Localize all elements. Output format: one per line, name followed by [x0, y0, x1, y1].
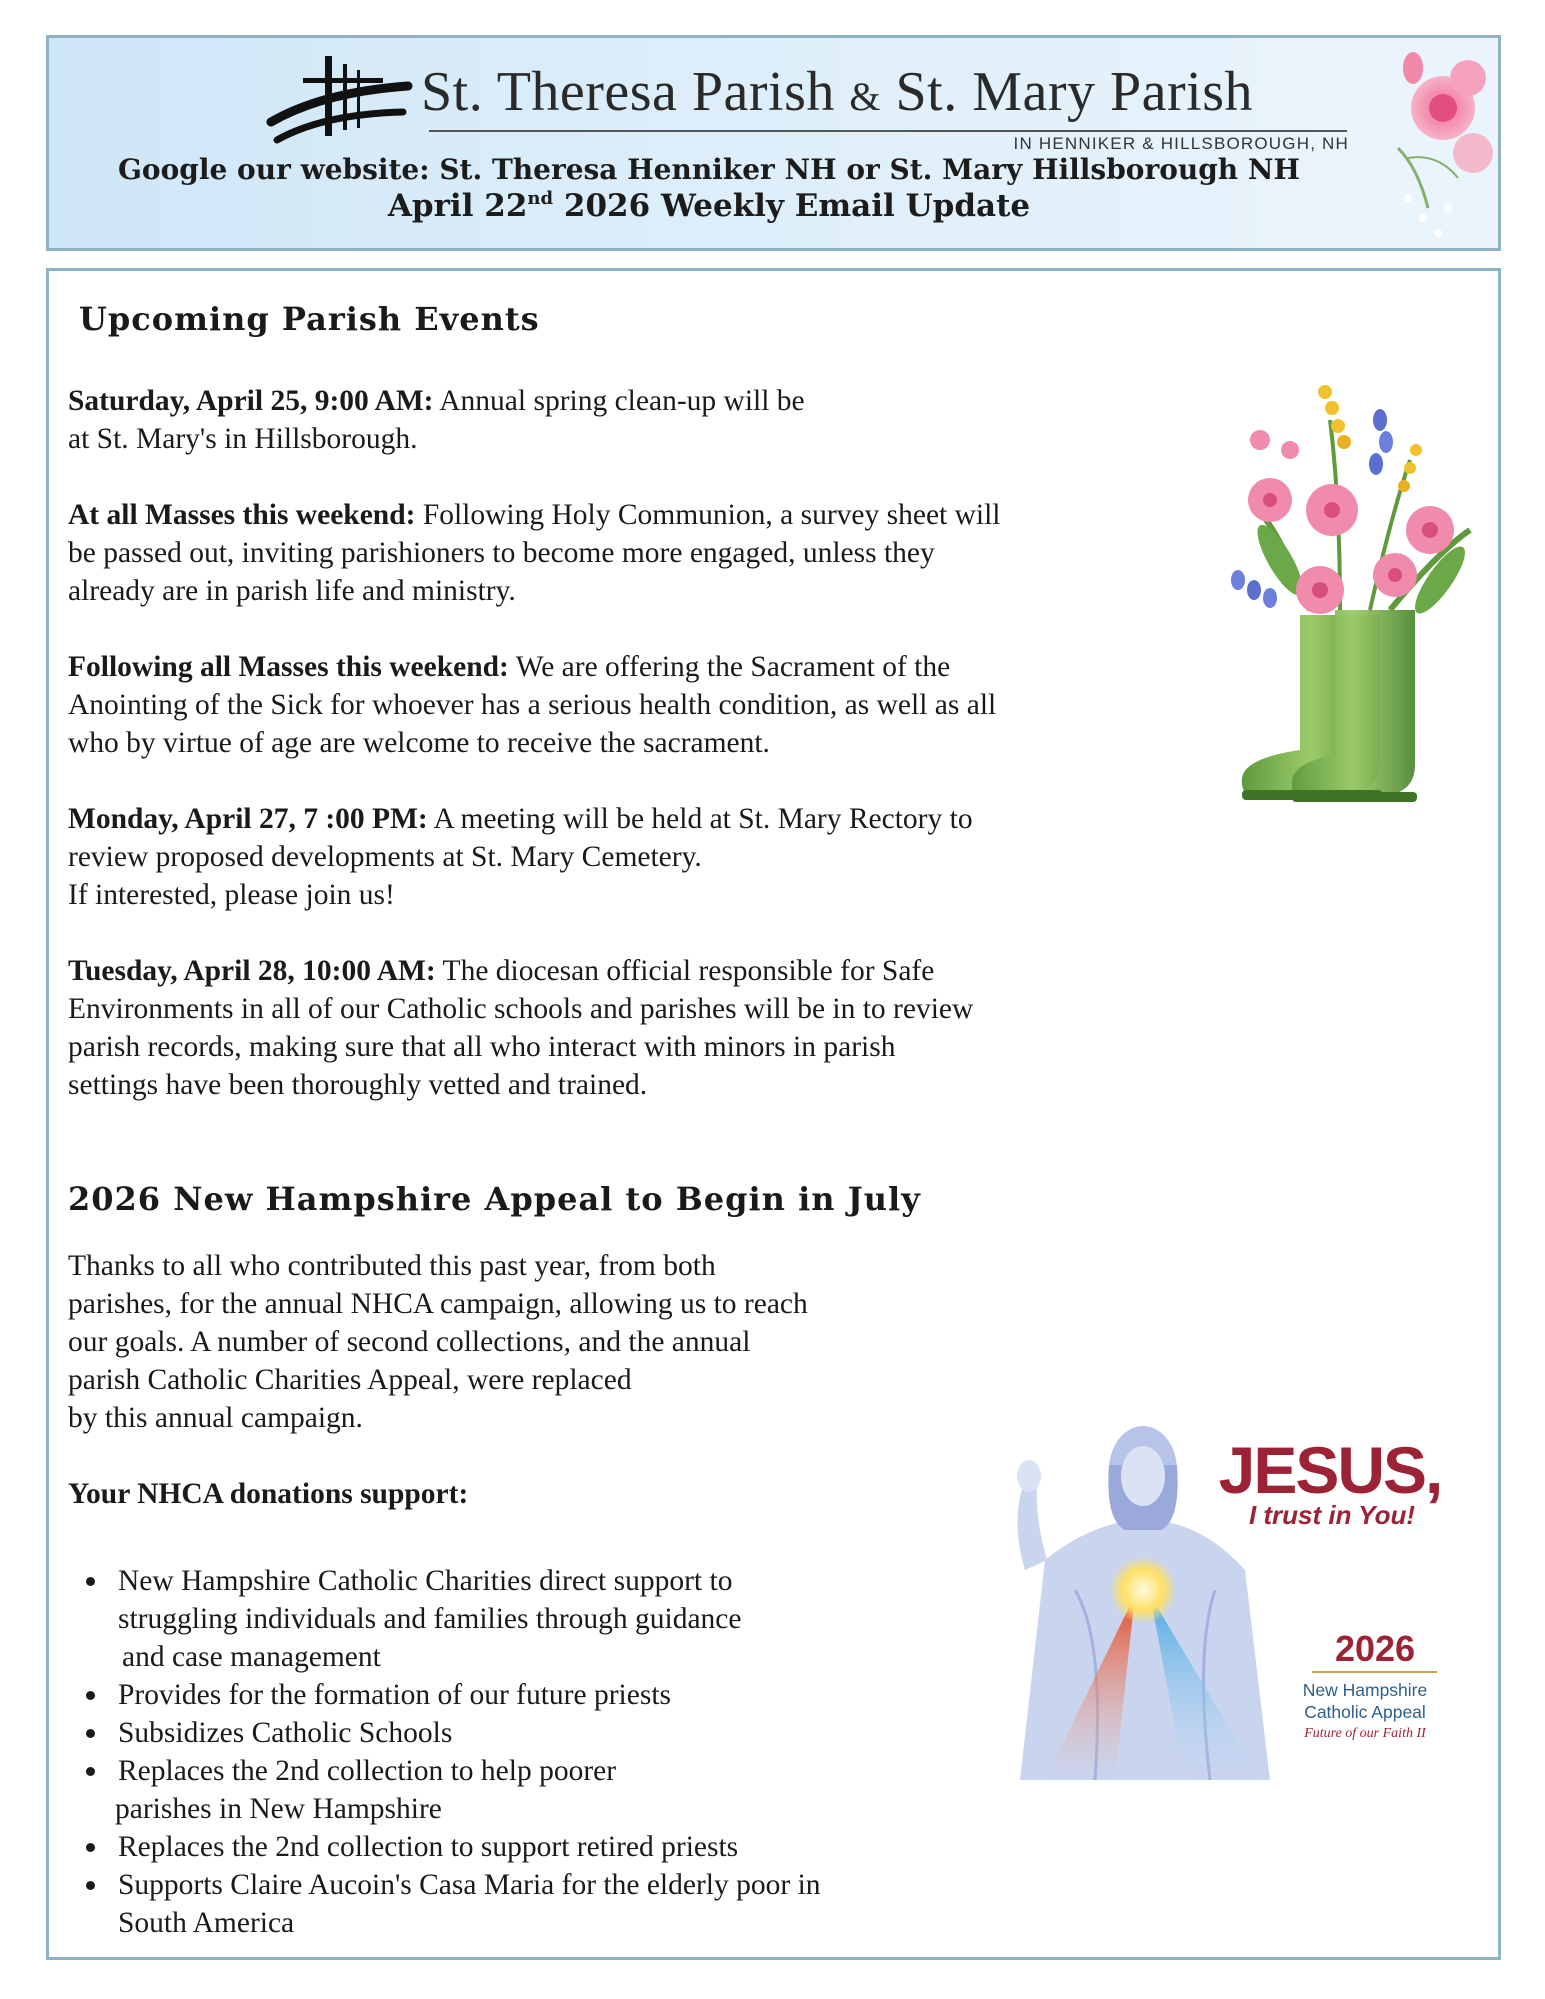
- event-text: Following Holy Communion, a survey sheet will: [415, 499, 1001, 531]
- appeal-year: 2026: [1334, 1628, 1416, 1669]
- parish-name: [421, 60, 1351, 124]
- appeal-name-line: Catholic Appeal: [1304, 1702, 1426, 1722]
- parish-name-right: St. Mary Parish: [895, 61, 1254, 123]
- appeal-name: [1280, 1679, 1450, 1723]
- event-label: At all Masses this weekend:: [68, 499, 416, 531]
- list-item-text: Replaces the 2nd collection to help poorer: [118, 1755, 617, 1787]
- support-list: [68, 1562, 968, 1942]
- website-line: Google our website: St. Theresa Henniker NH or St. Mary Hillsborough NH: [118, 153, 1300, 186]
- event-text: settings have been thoroughly vetted and trained.: [68, 1069, 648, 1101]
- appeal-intro-line: parish Catholic Charities Appeal, were replaced: [68, 1364, 632, 1396]
- flower-boots-icon: [1220, 380, 1490, 830]
- list-item: [68, 1562, 968, 1676]
- event-text: at St. Mary's in Hillsborough.: [68, 423, 418, 455]
- logo-divider: [429, 130, 1347, 132]
- event-item: [68, 800, 973, 914]
- list-item-text: Provides for the formation of our future priests: [118, 1679, 671, 1711]
- bullet-icon: [86, 1767, 95, 1776]
- bullet-icon: [86, 1691, 95, 1700]
- event-text: The diocesan official responsible for Safe: [435, 955, 935, 987]
- appeal-name-line: New Hampshire: [1302, 1680, 1428, 1700]
- parish-cross-logo-icon: [263, 52, 413, 152]
- list-item-text: Supports Claire Aucoin's Casa Maria for the elderly poor in: [118, 1869, 821, 1901]
- event-text: Annual spring clean-up will be: [433, 385, 805, 417]
- jesus-title: JESUS,: [1218, 1433, 1442, 1507]
- list-item: [68, 1866, 968, 1942]
- support-label: [68, 1475, 468, 1513]
- parish-location: IN HENNIKER & HILLSBOROUGH, NH: [1013, 134, 1349, 153]
- list-item-text: Subsidizes Catholic Schools: [118, 1717, 453, 1749]
- appeal-intro-line: by this annual campaign.: [68, 1402, 363, 1434]
- appeal-intro-line: Thanks to all who contributed this past year, from both: [68, 1250, 716, 1282]
- event-item: [68, 382, 805, 458]
- appeal-intro: [68, 1247, 808, 1437]
- update-title: [49, 188, 1369, 224]
- appeal-heading: 2026 New Hampshire Appeal to Begin in July: [68, 1180, 921, 1218]
- header-banner: [46, 35, 1501, 251]
- bullet-icon: [86, 1843, 95, 1852]
- event-text: A meeting will be held at St. Mary Rectory to: [427, 803, 973, 835]
- list-item-text: New Hampshire Catholic Charities direct support to: [118, 1565, 733, 1597]
- event-text: If interested, please join us!: [68, 879, 395, 911]
- list-item: [68, 1676, 968, 1714]
- events-heading: Upcoming Parish Events: [79, 300, 540, 338]
- update-label: 2026 Weekly Email Update: [553, 188, 1031, 224]
- event-label: Tuesday, April 28, 10:00 AM:: [68, 955, 436, 987]
- bullet-icon: [86, 1881, 95, 1890]
- list-item-text: South America: [118, 1907, 295, 1939]
- list-item: [68, 1752, 968, 1828]
- event-item: [68, 952, 973, 1104]
- bullet-icon: [86, 1729, 95, 1738]
- event-text: We are offering the Sacrament of the: [508, 651, 951, 683]
- list-item: [68, 1828, 968, 1866]
- support-label-text: Your NHCA donations support:: [68, 1478, 469, 1510]
- appeal-intro-line: parishes, for the annual NHCA campaign, allowing us to reach: [68, 1288, 808, 1320]
- pink-flowers-icon: [1368, 38, 1498, 248]
- update-date-suffix: nd: [527, 188, 554, 209]
- list-item-text: parishes in New Hampshire: [115, 1793, 442, 1825]
- list-item-text: struggling individuals and families through guidance: [118, 1603, 742, 1635]
- parish-name-left: St. Theresa Parish: [421, 61, 835, 123]
- event-text: Environments in all of our Catholic schools and parishes will be in to review: [68, 993, 974, 1025]
- event-item: [68, 648, 996, 762]
- event-label: Following all Masses this weekend:: [68, 651, 509, 683]
- appeal-tagline: Future of our Faith II: [1304, 1726, 1426, 1741]
- list-item: [68, 1714, 968, 1752]
- jesus-subtitle: I trust in You!: [1248, 1500, 1416, 1530]
- event-text: who by virtue of age are welcome to receive the sacrament.: [68, 727, 770, 759]
- event-item: [68, 496, 1001, 610]
- list-item-text: and case management: [122, 1641, 381, 1673]
- event-text: Anointing of the Sick for whoever has a serious health condition, as well as all: [68, 689, 997, 721]
- parish-name-amp: &: [849, 74, 882, 119]
- appeal-divider: [1312, 1671, 1437, 1673]
- event-text: review proposed developments at St. Mary Cemetery.: [68, 841, 702, 873]
- appeal-intro-line: our goals. A number of second collections, and the annual: [68, 1326, 751, 1358]
- list-item-text: Replaces the 2nd collection to support retired priests: [118, 1831, 739, 1863]
- event-label: Saturday, April 25, 9:00 AM:: [68, 385, 434, 417]
- event-text: parish records, making sure that all who interact with minors in parish: [68, 1031, 896, 1063]
- update-date: April 22: [387, 188, 528, 224]
- event-label: Monday, April 27, 7 :00 PM:: [68, 803, 428, 835]
- event-text: be passed out, inviting parishioners to become more engaged, unless they: [68, 537, 935, 569]
- bullet-icon: [86, 1577, 95, 1586]
- event-text: already are in parish life and ministry.: [68, 575, 516, 607]
